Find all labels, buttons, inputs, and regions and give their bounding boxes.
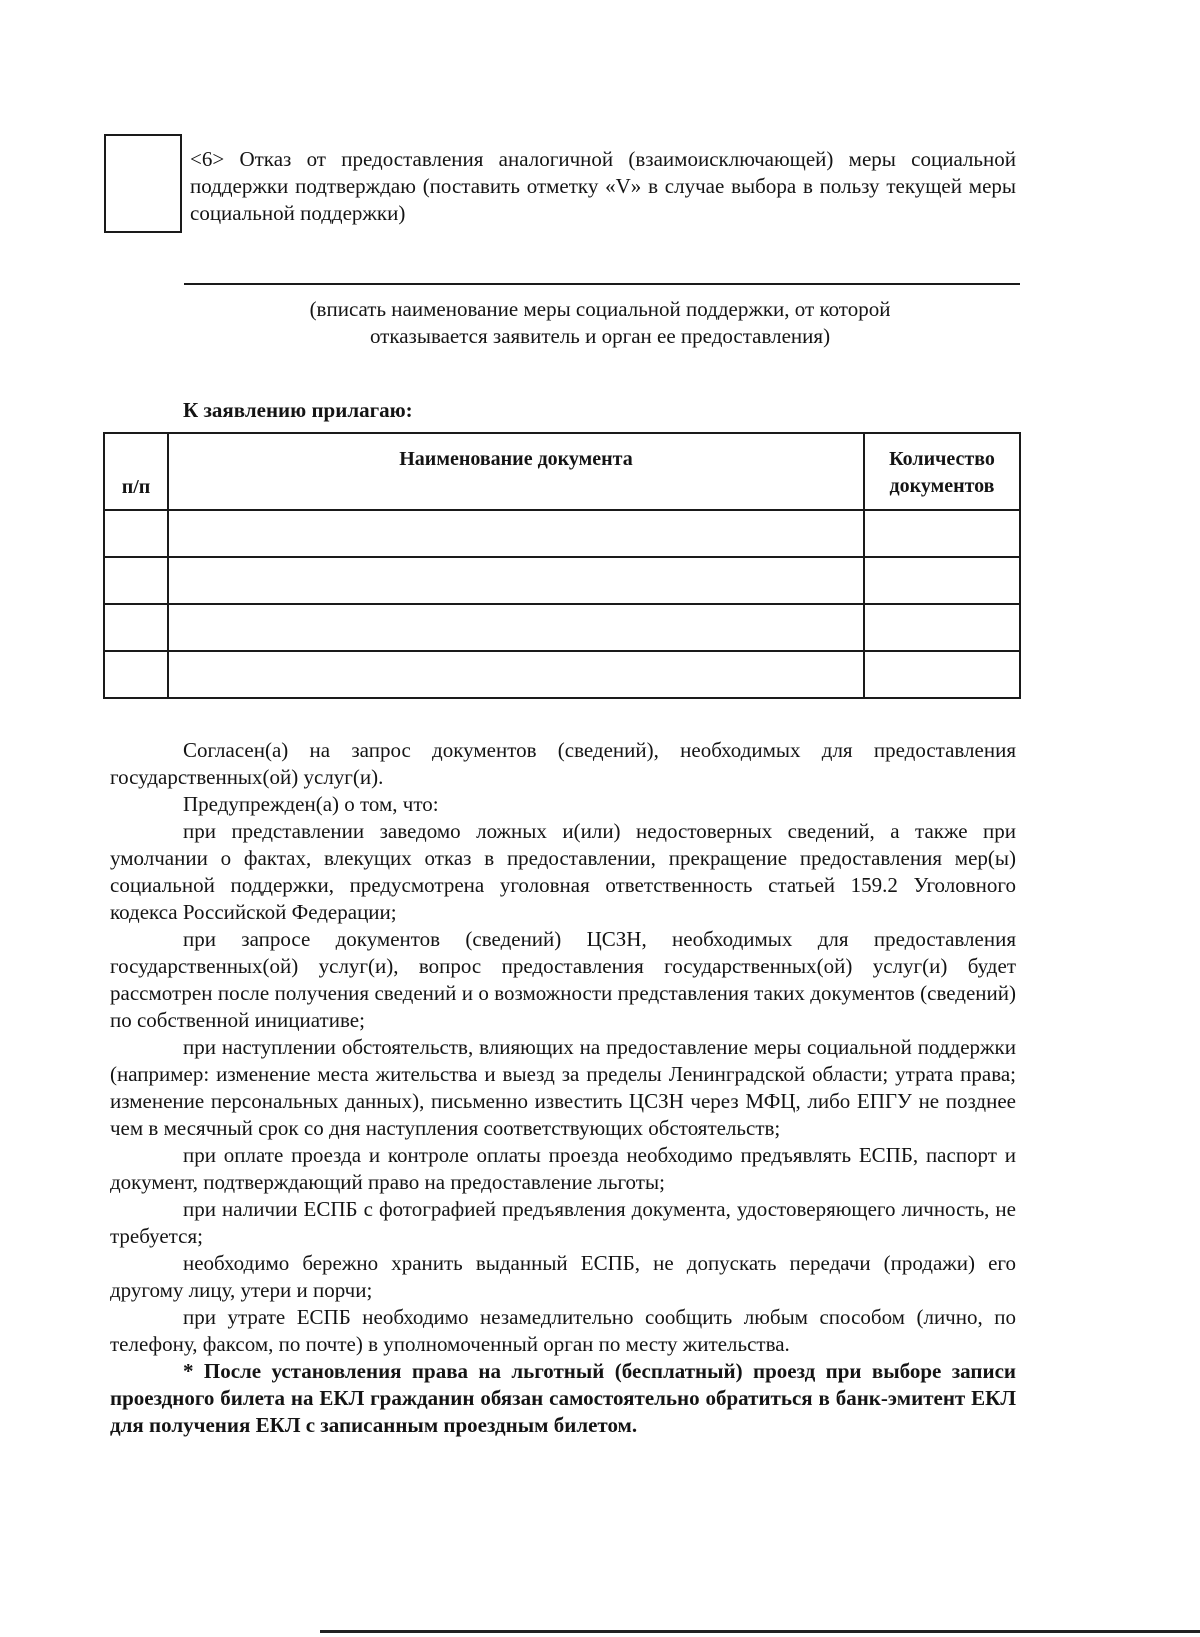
fill-caption-line-1: (вписать наименование меры социальной поддержки, от которой — [309, 297, 891, 321]
table-row — [104, 604, 1020, 651]
fare-payment-paragraph: при оплате проезда и контроле оплаты проезда необходимо предъявлять ЕСПБ, паспорт и документ, подтверждающий право на предоставление льготы; — [110, 1143, 1016, 1194]
circumstances-paragraph: при наступлении обстоятельств, влияющих на предоставление меры социальной поддержки (например: изменение места жительства и выезд за пределы Ленинградской области; утрата права; изменение персональных данных), письменно известить ЦСЗН через МФЦ, либо ЕПГУ не позднее чем в месячный срок со дня наступления соответствующих обстоятельств; — [110, 1035, 1016, 1140]
column-header-number: п/п — [104, 433, 168, 510]
table-cell-document-count[interactable] — [864, 510, 1020, 557]
measure-name-fill-line[interactable] — [184, 283, 1020, 285]
table-header-row — [104, 433, 1020, 510]
photo-card-paragraph: при наличии ЕСПБ с фотографией предъявления документа, удостоверяющего личность, не требуется; — [110, 1197, 1016, 1248]
table-cell-document-name[interactable] — [168, 510, 864, 557]
false-info-paragraph: при представлении заведомо ложных и(или) недостоверных сведений, а также при умолчании о фактах, влекущих отказ в предоставлении, прекращение предоставления мер(ы) социальной поддержки, предусмотрена уголовная ответственность статьей 159.2 Уголовного кодекса Российской Федерации; — [110, 819, 1016, 924]
table-cell-document-name[interactable] — [168, 651, 864, 698]
ekl-note-paragraph: * После установления права на льготный (бесплатный) проезд при выборе записи проездного билета на ЕКЛ гражданин обязан самостоятельно обратиться в банк-эмитент ЕКЛ для получения ЕКЛ с записанным проездным билетом. — [110, 1359, 1016, 1437]
table-cell-number[interactable] — [104, 557, 168, 604]
table-cell-document-name[interactable] — [168, 604, 864, 651]
page-bottom-edge — [320, 1630, 1200, 1633]
column-header-document-count: Количество документов — [864, 433, 1020, 510]
table-cell-document-name[interactable] — [168, 557, 864, 604]
table-row — [104, 557, 1020, 604]
table-cell-number[interactable] — [104, 604, 168, 651]
table-row — [104, 651, 1020, 698]
refusal-checkbox[interactable] — [104, 134, 182, 233]
column-header-document-name: Наименование документа — [168, 433, 864, 510]
table-cell-document-count[interactable] — [864, 604, 1020, 651]
warned-paragraph: Предупрежден(а) о том, что: — [183, 792, 439, 816]
table-cell-number[interactable] — [104, 651, 168, 698]
card-loss-paragraph: при утрате ЕСПБ необходимо незамедлительно сообщить любым способом (лично, по телефону, факсом, по почте) в уполномоченный орган по месту жительства. — [110, 1305, 1016, 1356]
attachments-heading: К заявлению прилагаю: — [183, 398, 413, 422]
refusal-statement: <6> Отказ от предоставления аналогичной (взаимоисключающей) меры социальной поддержки подтверждаю (поставить отметку «V» в случае выбора в пользу текущей меры социальной поддержки) — [190, 147, 1016, 225]
table-cell-document-count[interactable] — [864, 557, 1020, 604]
fill-line-caption — [180, 296, 1020, 350]
table-cell-document-count[interactable] — [864, 651, 1020, 698]
fill-caption-line-2: отказывается заявитель и орган ее предоставления) — [369, 324, 831, 348]
consent-paragraph: Согласен(а) на запрос документов (сведений), необходимых для предоставления государственных(ой) услуг(и). — [110, 738, 1016, 789]
document-request-paragraph: при запросе документов (сведений) ЦСЗН, необходимых для предоставления государственных(ой) услуг(и), вопрос предоставления государственных(ой) услуг(и) будет рассмотрен после получения сведений и о возможности представления таких документов (сведений) по собственной инициативе; — [110, 927, 1016, 1032]
table-row — [104, 510, 1020, 557]
card-storage-paragraph: необходимо бережно хранить выданный ЕСПБ, не допускать передачи (продажи) его другому лицу, утери и порчи; — [110, 1251, 1016, 1302]
table-cell-number[interactable] — [104, 510, 168, 557]
warnings-section — [110, 737, 1016, 1439]
attachments-table — [103, 432, 1021, 699]
